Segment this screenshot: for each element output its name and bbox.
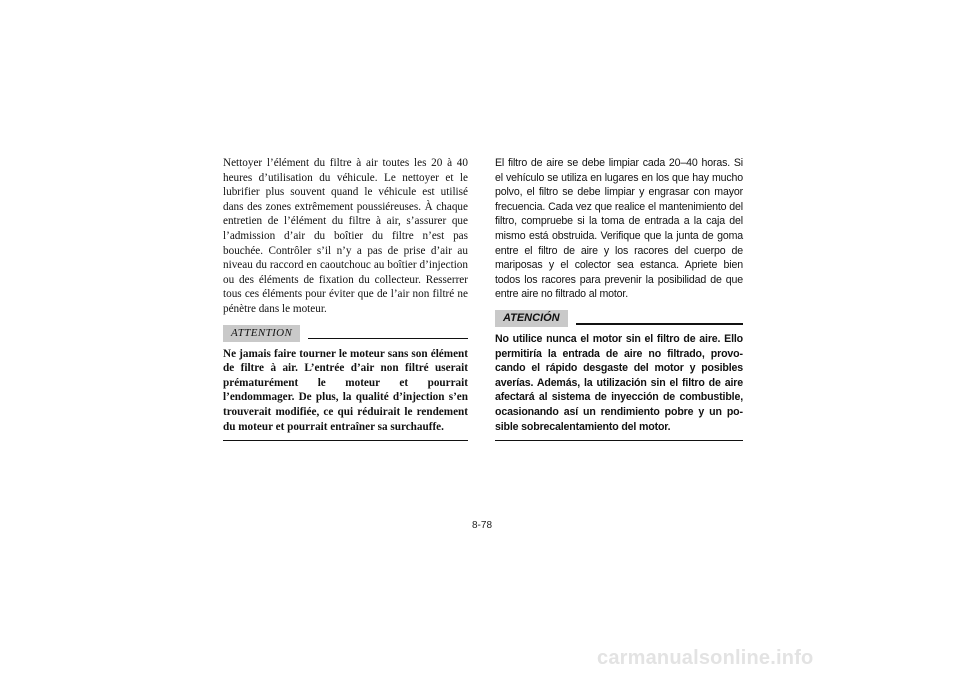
french-notice-header [223,325,468,343]
spanish-maintenance-paragraph: El filtro de aire se debe limpiar cada 20–40 horas. Si el vehículo se utiliza en lugares en los que hay mucho polvo, el filtro se debe limpiar y engrasar con mayor frecuencia. Cada vez que realice el mantenimiento del filtro, compruebe si la toma de entrada a la caja del mismo está obstruida. Verifique que la junta de goma entre el filtro de aire y los racores del cuerpo de mariposas y el colector sea estanca. Apriete bien todos los racores para prevenir la posibilidad de que entre aire no filtrado al motor. [495,157,743,301]
french-notice-text: Ne jamais faire tourner le moteur sans son élément de filtre à air. L’entrée d’air non filtré userait prématurément le moteur et pourrait l’endommager. De plus, la qualité d’injection s’en trouverait modifiée, ce qui réduirait le rendement du moteur et pourrait entraîner sa surchauffe. [223,347,468,433]
watermark: carmanualsonline.info [597,647,814,669]
spanish-notice-bottom-rule [495,440,743,441]
spanish-notice-label: ATENCIÓN [495,310,568,327]
french-notice-label: ATTENTION [223,325,300,342]
french-attention-notice [223,325,468,442]
french-maintenance-paragraph: Nettoyer l’élément du filtre à air toutes les 20 à 40 heures d’utilisation du véhicule. Le nettoyer et le lubrifier plus souvent quand le véhicule est utilisé dans des zones extrêmement poussiéreuses. À chaque entretien de l’élément du filtre à air, s’assurer que l’admission d’air du boîtier du filtre n’est pas bouchée. Contrôler s’il n’y a pas de prise d’air au niveau du raccord en caoutchouc au boîtier d’injection ou des éléments de fixation du collecteur. Resserrer tous ces éléments pour éviter que de l’air non filtré ne pénètre dans le moteur. [223,157,468,315]
french-column [223,156,468,441]
spanish-notice-header [495,310,743,328]
french-notice-top-rule [308,338,468,339]
spanish-notice-top-rule [576,323,743,324]
spanish-column [495,156,743,441]
spanish-notice-text: No utilice nunca el motor sin el filtro de aire. Ello permitiría la entrada de aire no filtrado, provocando el rápido desgaste del motor y posibles averías. Además, la utilización sin el filtro de aire afectará al sistema de inyección de combustible, ocasionando así un rendimiento pobre y un posible sobrecalentamiento del motor. [495,332,743,433]
page-number: 8-78 [472,520,493,531]
spanish-atencion-notice [495,310,743,442]
french-notice-bottom-rule [223,440,468,441]
